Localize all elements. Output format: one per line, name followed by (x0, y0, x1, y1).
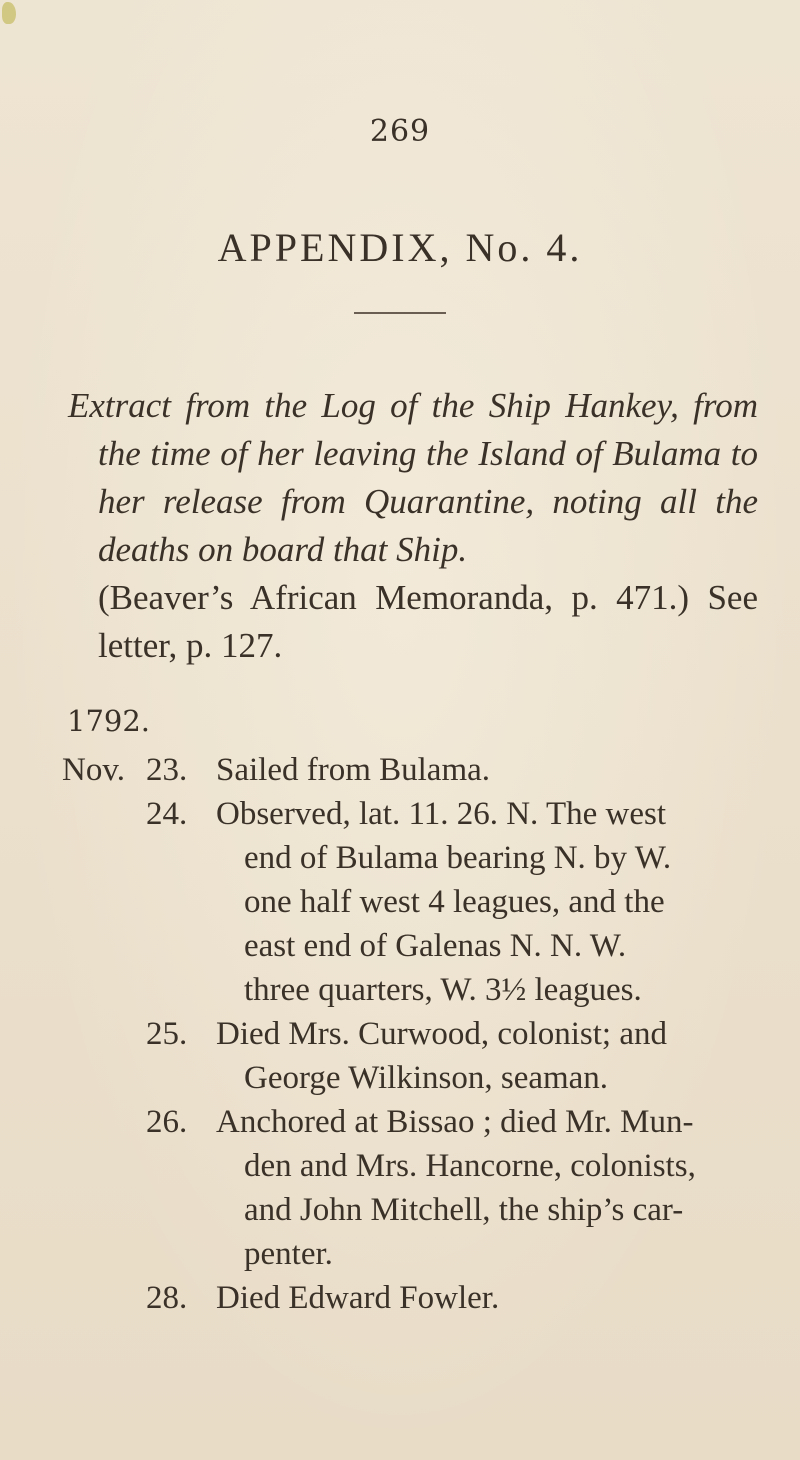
log-entry (0, 1276, 800, 1320)
entry-day: 25. (146, 1016, 188, 1052)
log-entry (0, 1012, 800, 1100)
log-entries (0, 748, 800, 1320)
entry-day: 24. (146, 796, 188, 832)
entry-line: east end of Galenas N. N. W. (244, 928, 627, 964)
appendix-title: APPENDIX, No. 4. (217, 225, 583, 270)
entry-text (216, 1012, 774, 1100)
extract-heading (68, 382, 758, 670)
extract-description: Extract from the Log of the Ship Hankey, from the time of her leaving the Island of Bulama to her release from Quarantine, noting all the deaths on board that Ship. (68, 386, 758, 569)
log-entry (0, 1100, 800, 1276)
entry-text (216, 792, 774, 1012)
entry-day: 26. (146, 1104, 188, 1140)
entry-day: 28. (146, 1280, 188, 1316)
page-number: 269 (369, 114, 431, 149)
entry-line: three quarters, W. 3½ leagues. (244, 972, 642, 1008)
entry-line: Sailed from Bulama. (216, 752, 491, 788)
entry-text (216, 1100, 774, 1276)
entry-line: George Wilkinson, seaman. (244, 1060, 609, 1096)
log-year: 1792. (67, 704, 151, 738)
entry-text (216, 748, 774, 792)
entry-line: one half west 4 leagues, and the (244, 884, 665, 920)
entry-line: penter. (244, 1236, 333, 1272)
extract-reference: (Beaver’s African Memoranda, p. 471.) See letter, p. 127. (98, 578, 758, 665)
log-entry (0, 792, 800, 1012)
entry-day: 23. (146, 752, 188, 788)
entry-line: end of Bulama bearing N. by W. (244, 840, 672, 876)
entry-line: Died Edward Fowler. (216, 1280, 500, 1316)
entry-line: Observed, lat. 11. 26. N. The west (216, 796, 666, 832)
log-entry (0, 748, 800, 792)
entry-month: Nov. (62, 752, 125, 788)
entry-text (216, 1276, 774, 1320)
entry-line: Anchored at Bissao ; died Mr. Mun- (216, 1104, 694, 1140)
entry-line: den and Mrs. Hancorne, colonists, (244, 1148, 696, 1184)
entry-line: Died Mrs. Curwood, colonist; and (216, 1016, 667, 1052)
entry-line: and John Mitchell, the ship’s car- (244, 1192, 684, 1228)
page-stain (2, 2, 16, 24)
title-rule (354, 312, 446, 314)
